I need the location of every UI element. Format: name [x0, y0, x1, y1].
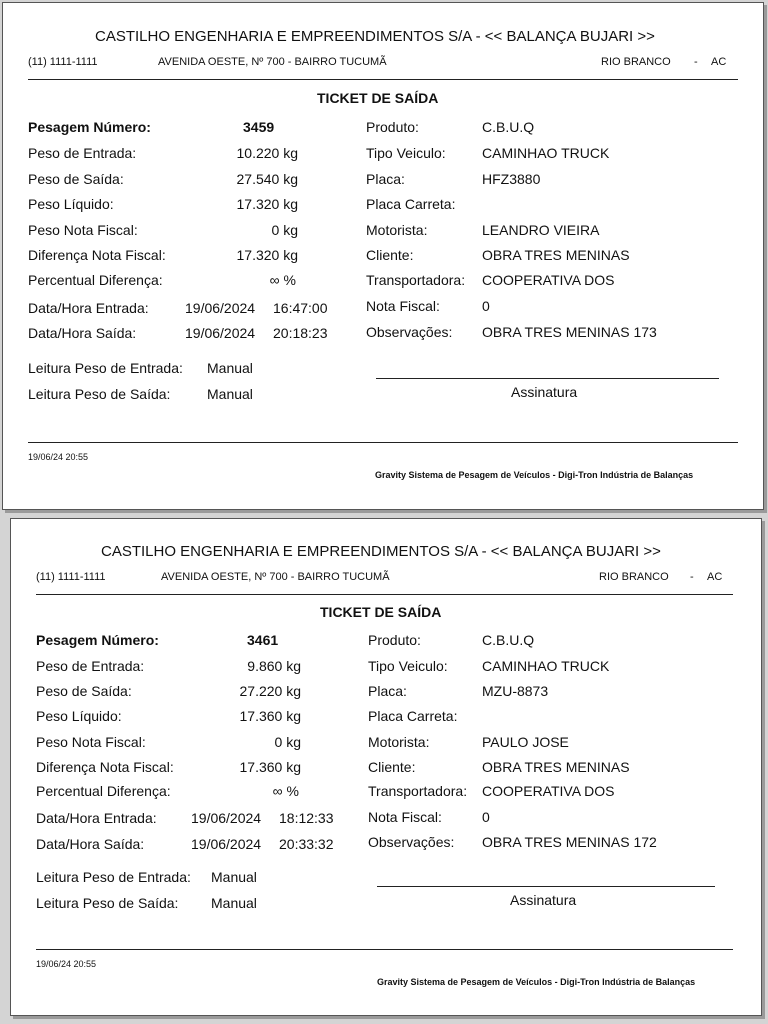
produto-label: Produto: [368, 632, 421, 648]
peso-entrada-label: Peso de Entrada: [28, 145, 137, 161]
company-city: RIO BRANCO [601, 56, 671, 68]
cliente-label: Cliente: [366, 247, 414, 263]
printed-at: 19/06/24 20:55 [28, 452, 89, 462]
company-phone: (11) 1111-1111 [36, 571, 106, 583]
percentual-diferenca-label: Percentual Diferença: [28, 272, 163, 288]
company-address: AVENIDA OESTE, Nº 700 - BAIRRO TUCUMÃ [161, 571, 390, 583]
pesagem-numero-label: Pesagem Número: [36, 632, 159, 648]
peso-nota-fiscal-value: 0 kg [271, 222, 298, 238]
nota-fiscal-value: 0 [482, 809, 490, 825]
observacoes-label: Observações: [366, 324, 453, 340]
transportadora-value: COOPERATIVA DOS [482, 783, 615, 799]
percentual-diferenca-value: ∞ % [269, 272, 296, 288]
data-entrada-time: 18:12:33 [279, 810, 334, 826]
data-saida-date: 19/06/2024 [185, 325, 256, 341]
motorista-label: Motorista: [368, 734, 430, 750]
produto-value: C.B.U.Q [482, 119, 535, 135]
placa-value: MZU-8873 [482, 683, 549, 699]
peso-saida-label: Peso de Saída: [36, 683, 132, 699]
leitura-saida-value: Manual [207, 386, 253, 402]
company-name: CASTILHO ENGENHARIA E EMPREENDIMENTOS S/A - << BALANÇA BUJARI >> [95, 28, 655, 45]
signature-line [376, 378, 719, 379]
data-entrada-label: Data/Hora Entrada: [28, 300, 149, 316]
motorista-value: LEANDRO VIEIRA [482, 222, 600, 238]
observacoes-label: Observações: [368, 834, 455, 850]
percentual-diferenca-value: ∞ % [272, 783, 299, 799]
tipo-veiculo-label: Tipo Veiculo: [366, 145, 446, 161]
percentual-diferenca-label: Percentual Diferença: [36, 783, 171, 799]
placa-carreta-label: Placa Carreta: [366, 196, 456, 212]
leitura-entrada-label: Leitura Peso de Entrada: [36, 869, 191, 885]
transportadora-value: COOPERATIVA DOS [482, 272, 615, 288]
company-state: AC [711, 56, 727, 68]
company-name: CASTILHO ENGENHARIA E EMPREENDIMENTOS S/A - << BALANÇA BUJARI >> [101, 543, 661, 560]
signature-line [377, 886, 715, 887]
weighing-ticket [2, 2, 764, 510]
diferenca-nota-label: Diferença Nota Fiscal: [28, 247, 166, 263]
printed-at: 19/06/24 20:55 [36, 959, 97, 969]
data-saida-label: Data/Hora Saída: [28, 325, 137, 341]
ticket-title: TICKET DE SAÍDA [317, 90, 439, 106]
peso-liquido-value: 17.360 kg [239, 708, 301, 724]
peso-entrada-value: 9.860 kg [247, 658, 301, 674]
produto-value: C.B.U.Q [482, 632, 535, 648]
data-entrada-date: 19/06/2024 [191, 810, 262, 826]
software-credit: Gravity Sistema de Pesagem de Veículos - Digi-Tron Indústria de Balanças [377, 977, 696, 987]
placa-carreta-label: Placa Carreta: [368, 708, 458, 724]
pesagem-numero-value: 3459 [243, 119, 275, 135]
leitura-entrada-label: Leitura Peso de Entrada: [28, 360, 183, 376]
company-state: AC [707, 571, 723, 583]
ticket-title: TICKET DE SAÍDA [320, 604, 442, 620]
diferenca-nota-value: 17.320 kg [236, 247, 298, 263]
placa-value: HFZ3880 [482, 171, 541, 187]
data-saida-time: 20:18:23 [273, 325, 328, 341]
company-city: RIO BRANCO [599, 571, 669, 583]
data-saida-time: 20:33:32 [279, 836, 334, 852]
peso-saida-value: 27.220 kg [239, 683, 301, 699]
data-entrada-time: 16:47:00 [273, 300, 328, 316]
peso-liquido-value: 17.320 kg [236, 196, 298, 212]
placa-label: Placa: [368, 683, 407, 699]
nota-fiscal-value: 0 [482, 298, 490, 314]
footer-divider [36, 949, 733, 950]
peso-nota-fiscal-label: Peso Nota Fiscal: [28, 222, 138, 238]
company-phone: (11) 1111-1111 [28, 56, 98, 68]
tipo-veiculo-label: Tipo Veiculo: [368, 658, 448, 674]
weighing-ticket [10, 518, 762, 1016]
data-saida-date: 19/06/2024 [191, 836, 262, 852]
diferenca-nota-value: 17.360 kg [239, 759, 301, 775]
peso-nota-fiscal-label: Peso Nota Fiscal: [36, 734, 146, 750]
peso-nota-fiscal-value: 0 kg [274, 734, 301, 750]
observacoes-value: OBRA TRES MENINAS 172 [482, 834, 657, 850]
leitura-entrada-value: Manual [207, 360, 253, 376]
cliente-label: Cliente: [368, 759, 416, 775]
signature-label: Assinatura [511, 384, 578, 400]
transportadora-label: Transportadora: [368, 783, 468, 799]
software-credit: Gravity Sistema de Pesagem de Veículos - Digi-Tron Indústria de Balanças [375, 470, 694, 480]
nota-fiscal-label: Nota Fiscal: [366, 298, 440, 314]
leitura-saida-label: Leitura Peso de Saída: [36, 895, 179, 911]
transportadora-label: Transportadora: [366, 272, 466, 288]
cliente-value: OBRA TRES MENINAS [482, 759, 630, 775]
diferenca-nota-label: Diferença Nota Fiscal: [36, 759, 174, 775]
data-entrada-date: 19/06/2024 [185, 300, 256, 316]
signature-label: Assinatura [510, 892, 577, 908]
pesagem-numero-value: 3461 [247, 632, 279, 648]
leitura-entrada-value: Manual [211, 869, 257, 885]
peso-liquido-label: Peso Líquido: [28, 196, 114, 212]
leitura-saida-value: Manual [211, 895, 257, 911]
motorista-label: Motorista: [366, 222, 428, 238]
company-address: AVENIDA OESTE, Nº 700 - BAIRRO TUCUMÃ [158, 56, 387, 68]
header-divider [36, 594, 733, 595]
peso-entrada-label: Peso de Entrada: [36, 658, 145, 674]
data-saida-label: Data/Hora Saída: [36, 836, 145, 852]
city-state-separator: - [694, 56, 698, 68]
peso-entrada-value: 10.220 kg [236, 145, 298, 161]
tipo-veiculo-value: CAMINHAO TRUCK [482, 658, 610, 674]
data-entrada-label: Data/Hora Entrada: [36, 810, 157, 826]
tipo-veiculo-value: CAMINHAO TRUCK [482, 145, 610, 161]
header-divider [28, 79, 738, 80]
leitura-saida-label: Leitura Peso de Saída: [28, 386, 171, 402]
city-state-separator: - [690, 571, 694, 583]
peso-liquido-label: Peso Líquido: [36, 708, 122, 724]
cliente-value: OBRA TRES MENINAS [482, 247, 630, 263]
nota-fiscal-label: Nota Fiscal: [368, 809, 442, 825]
peso-saida-value: 27.540 kg [236, 171, 298, 187]
peso-saida-label: Peso de Saída: [28, 171, 124, 187]
placa-label: Placa: [366, 171, 405, 187]
footer-divider [28, 442, 738, 443]
observacoes-value: OBRA TRES MENINAS 173 [482, 324, 657, 340]
pesagem-numero-label: Pesagem Número: [28, 119, 151, 135]
produto-label: Produto: [366, 119, 419, 135]
motorista-value: PAULO JOSE [482, 734, 569, 750]
